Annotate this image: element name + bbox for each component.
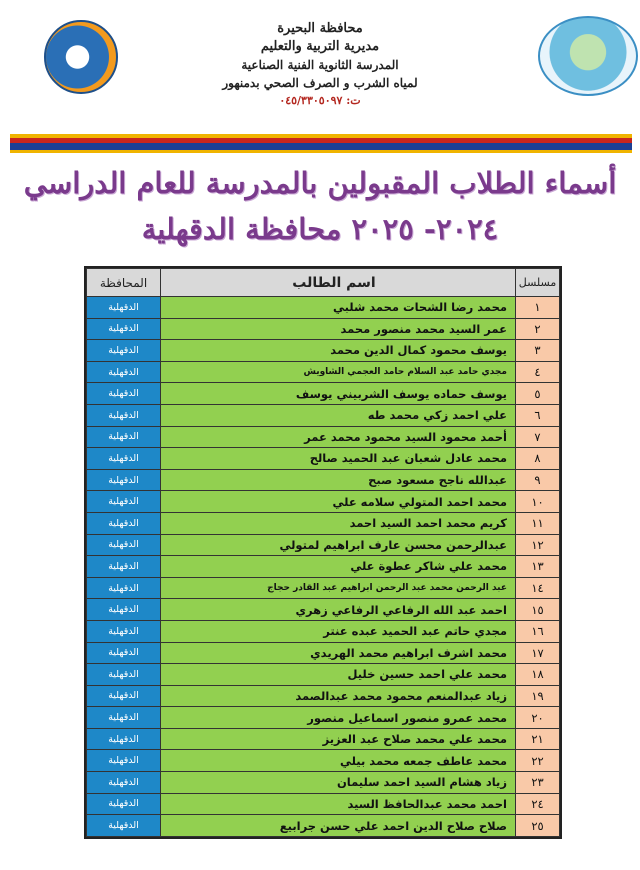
serial-cell: ٣	[516, 340, 560, 362]
student-name-cell: مجدي حاتم عبد الحميد عبده عنتر	[161, 620, 516, 642]
serial-cell: ١٠	[516, 491, 560, 513]
header-serial: مسلسل	[516, 269, 560, 297]
student-name-cell: أحمد محمود السيد محمود محمد عمر	[161, 426, 516, 448]
table-row	[87, 404, 560, 426]
table-row	[87, 448, 560, 470]
serial-cell: ٤	[516, 361, 560, 383]
table-row	[87, 512, 560, 534]
governorate-cell: الدقهلية	[87, 469, 161, 491]
serial-cell: ٢٣	[516, 772, 560, 794]
table-row	[87, 556, 560, 578]
student-name-cell: علي احمد زكي محمد طه	[161, 404, 516, 426]
table-row	[87, 469, 560, 491]
governorate-cell: الدقهلية	[87, 426, 161, 448]
table-row	[87, 750, 560, 772]
table-row	[87, 599, 560, 621]
governorate-cell: الدقهلية	[87, 793, 161, 815]
governorate-cell: الدقهلية	[87, 297, 161, 319]
serial-cell: ٩	[516, 469, 560, 491]
table-row	[87, 383, 560, 405]
governorate-cell: الدقهلية	[87, 642, 161, 664]
table-row	[87, 340, 560, 362]
student-name-cell: محمد علي احمد حسين خليل	[161, 664, 516, 686]
student-name-cell: زياد عبدالمنعم محمود محمد عبدالصمد	[161, 685, 516, 707]
table-row	[87, 318, 560, 340]
students-table	[84, 266, 562, 839]
student-name-cell: محمد علي شاكر عطوة علي	[161, 556, 516, 578]
serial-cell: ١٥	[516, 599, 560, 621]
water-company-logo	[538, 16, 638, 96]
governorate-cell: الدقهلية	[87, 577, 161, 599]
table-row	[87, 361, 560, 383]
student-name-cell: محمد علي محمد صلاح عبد العزيز	[161, 728, 516, 750]
governorate-cell: الدقهلية	[87, 664, 161, 686]
table-row	[87, 534, 560, 556]
table-row	[87, 772, 560, 794]
governorate-cell: الدقهلية	[87, 685, 161, 707]
governorate-cell: الدقهلية	[87, 556, 161, 578]
serial-cell: ١٦	[516, 620, 560, 642]
serial-cell: ١٨	[516, 664, 560, 686]
governorate-cell: الدقهلية	[87, 599, 161, 621]
serial-cell: ٦	[516, 404, 560, 426]
governorate-name: محافظة البحيرة	[277, 21, 363, 36]
table-header-row	[87, 269, 560, 297]
student-name-cell: محمد عادل شعبان عبد الحميد صالح	[161, 448, 516, 470]
governorate-cell: الدقهلية	[87, 404, 161, 426]
governorate-cell: الدقهلية	[87, 318, 161, 340]
letterhead	[170, 20, 470, 110]
student-name-cell: احمد محمد عبدالحافظ السيد	[161, 793, 516, 815]
header-governorate: المحافظة	[87, 269, 161, 297]
phone-number: ت: ٠٤٥/٣٣٠٥٠٩٧	[279, 94, 361, 107]
governorate-cell: الدقهلية	[87, 383, 161, 405]
student-name-cell: عبد الرحمن محمد عبد الرحمن ابراهيم عبد القادر حجاج	[161, 577, 516, 599]
table-row	[87, 491, 560, 513]
directorate-name: مديرية التربية والتعليم	[260, 39, 380, 54]
serial-cell: ١٤	[516, 577, 560, 599]
divider-stripe-yellow-bottom	[10, 150, 632, 153]
table-row	[87, 707, 560, 729]
governorate-cell: الدقهلية	[87, 772, 161, 794]
serial-cell: ٢٤	[516, 793, 560, 815]
table-row	[87, 664, 560, 686]
student-name-cell: عبدالله ناجح مسعود صبح	[161, 469, 516, 491]
serial-cell: ٢٢	[516, 750, 560, 772]
student-name-cell: محمد احمد المتولي سلامه علي	[161, 491, 516, 513]
governorate-cell: الدقهلية	[87, 620, 161, 642]
table-row	[87, 642, 560, 664]
student-name-cell: محمد عمرو منصور اسماعيل منصور	[161, 707, 516, 729]
divider-stripe-blue	[10, 143, 632, 150]
governorate-cell: الدقهلية	[87, 534, 161, 556]
serial-cell: ٢٠	[516, 707, 560, 729]
page-title: أسماء الطلاب المقبولين بالمدرسة للعام الدراسي	[23, 166, 617, 200]
table-row	[87, 577, 560, 599]
student-name-cell: عمر السيد محمد منصور محمد	[161, 318, 516, 340]
serial-cell: ٢١	[516, 728, 560, 750]
serial-cell: ١٣	[516, 556, 560, 578]
student-name-cell: صلاح صلاح الدين احمد علي حسن جرابيع	[161, 815, 516, 837]
student-name-cell: محمد عاطف جمعه محمد بيلي	[161, 750, 516, 772]
serial-cell: ١٧	[516, 642, 560, 664]
student-name-cell: يوسف حماده يوسف الشربيني يوسف	[161, 383, 516, 405]
student-name-cell: كريم محمد احمد السيد احمد	[161, 512, 516, 534]
table-row	[87, 620, 560, 642]
governorate-cell: الدقهلية	[87, 491, 161, 513]
student-name-cell: احمد عبد الله الرفاعي الرفاعي زهري	[161, 599, 516, 621]
table-row	[87, 685, 560, 707]
governorate-cell: الدقهلية	[87, 448, 161, 470]
school-logo	[44, 20, 118, 94]
serial-cell: ١٩	[516, 685, 560, 707]
serial-cell: ١١	[516, 512, 560, 534]
table-row	[87, 297, 560, 319]
governorate-cell: الدقهلية	[87, 815, 161, 837]
serial-cell: ٧	[516, 426, 560, 448]
table-row	[87, 728, 560, 750]
serial-cell: ٢٥	[516, 815, 560, 837]
governorate-cell: الدقهلية	[87, 728, 161, 750]
table-row	[87, 793, 560, 815]
table-row	[87, 426, 560, 448]
governorate-cell: الدقهلية	[87, 750, 161, 772]
header-student-name: اسم الطالب	[161, 269, 516, 297]
student-name-cell: يوسف محمود كمال الدين محمد	[161, 340, 516, 362]
student-name-cell: محمد رضا الشحات محمد شلبي	[161, 297, 516, 319]
school-specialty: لمياه الشرب و الصرف الصحي بدمنهور	[222, 76, 418, 90]
student-name-cell: زياد هشام السيد احمد سليمان	[161, 772, 516, 794]
governorate-cell: الدقهلية	[87, 361, 161, 383]
governorate-cell: الدقهلية	[87, 340, 161, 362]
serial-cell: ٨	[516, 448, 560, 470]
student-name-cell: مجدي حامد عبد السلام حامد العجمي الشاويش	[161, 361, 516, 383]
governorate-cell: الدقهلية	[87, 512, 161, 534]
student-name-cell: عبدالرحمن محسن عارف ابراهيم لمتولي	[161, 534, 516, 556]
serial-cell: ٥	[516, 383, 560, 405]
table-row	[87, 815, 560, 837]
school-name: المدرسة الثانوية الفنية الصناعية	[241, 58, 399, 72]
serial-cell: ٢	[516, 318, 560, 340]
serial-cell: ١٢	[516, 534, 560, 556]
serial-cell: ١	[516, 297, 560, 319]
governorate-cell: الدقهلية	[87, 707, 161, 729]
page-subtitle: ٢٠٢٤- ٢٠٢٥ محافظة الدقهلية	[141, 212, 499, 246]
student-name-cell: محمد اشرف ابراهيم محمد الهريدي	[161, 642, 516, 664]
